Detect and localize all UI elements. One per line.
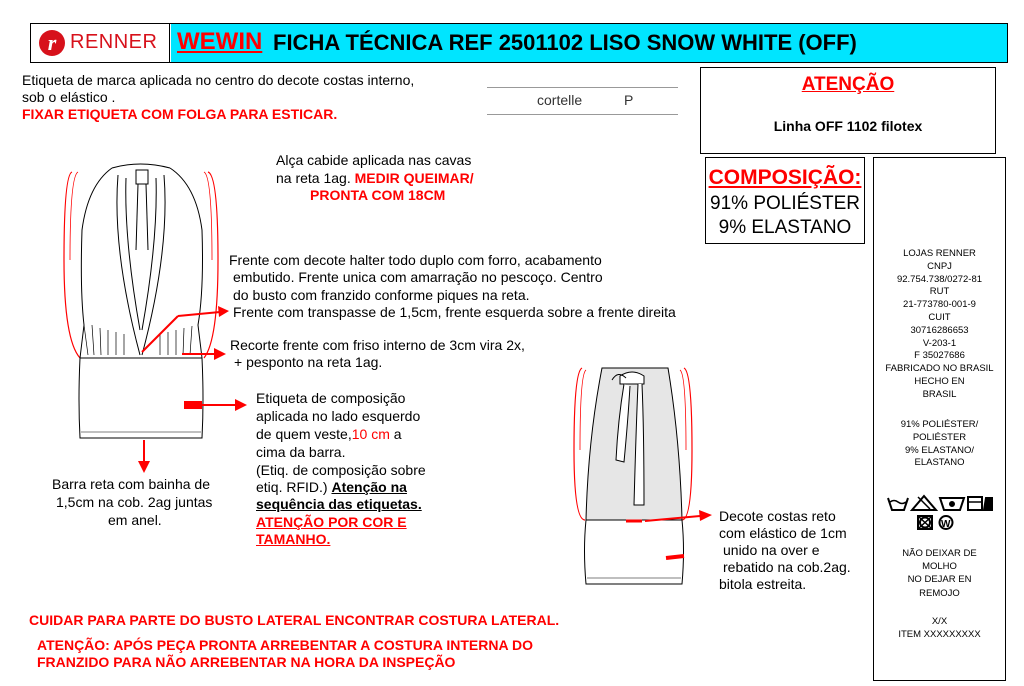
footer-line1: CUIDAR PARA PARTE DO BUSTO LATERAL ENCONTRAR COSTURA LATERAL. [29,612,560,628]
decote-costas-line1: Decote costas reto [719,508,836,524]
care-label-line-11: HECHO EN [914,376,965,387]
recorte-line1: Recorte frente com friso interno de 3cm vira 2x, [230,337,525,353]
care-label-comp-line-2: POLIÉSTER [912,431,967,443]
barra-line1: Barra reta com bainha de [52,476,210,492]
atencao-thread: Linha OFF 1102 filotex [773,118,923,134]
etiq-comp-line8: ATENÇÃO POR COR E [256,514,407,530]
care-label-warning-line-1: NÃO DEIXAR DE [902,548,977,559]
etiq-comp-line2: aplicada no lado esquerdo [256,408,421,424]
care-label-line-8: V-203-1 [922,337,957,349]
care-label-line-1: LOJAS RENNER [903,248,976,259]
page-title: FICHA TÉCNICA REF 2501102 LISO SNOW WHITE (OFF) [273,30,857,55]
etiq-comp-line5: (Etiq. de composição sobre [256,462,426,478]
brand-label-size: P [624,92,634,108]
decote-costas-line2: com elástico de 1cm [719,525,847,541]
barra-line3: em anel. [108,512,162,528]
frente-line3: do busto com franzido conforme piques na reta. [233,287,530,303]
recorte-line2: + pesponto na reta 1ag. [234,354,383,370]
care-label-line-6: CUIT [928,312,951,323]
decote-costas-line5: bitola estreita. [719,576,807,592]
frente-line1: Frente com decote halter todo duplo com forro, acabamento [229,252,602,268]
care-label-size: X/X [931,616,948,627]
label-note-line1: Etiqueta de marca aplicada no centro do decote costas interno, [22,72,415,88]
renner-logo-text: RENNER [70,31,158,53]
renner-logo-icon: r [39,30,65,56]
label-note-line2: sob o elástico . [22,89,116,105]
barra-line2: 1,5cm na cob. 2ag juntas [56,494,213,510]
care-label-line-7: 30716286653 [910,324,969,336]
alca-line3: PRONTA COM 18CM [310,187,446,203]
composicao-line1: 91% POLIÉSTER [710,193,860,214]
care-label-warning-line-3: NO DEJAR EN [907,574,972,586]
etiq-comp-line6: etiq. RFID.) Atenção na [256,479,407,495]
care-label-line-3: 92.754.738/0272-81 [896,273,983,285]
wewin-label: WEWIN [177,28,263,55]
footer-line3: FRANZIDO PARA NÃO ARREBENTAR NA HORA DA INSPEÇÃO [37,654,456,670]
care-label-item: ITEM XXXXXXXXX [898,629,981,640]
etiq-comp-line3: de quem veste,10 cm a [256,426,402,442]
care-label-line-9: F 35027686 [914,350,965,362]
care-label-line-10: FABRICADO NO BRASIL [885,363,994,375]
etiq-comp-line7: sequência das etiquetas. [256,496,422,512]
care-label-line-4: RUT [929,286,950,298]
etiq-comp-line9: TAMANHO. [256,531,331,547]
composicao-title: COMPOSIÇÃO: [708,166,862,189]
svg-text:W: W [941,519,951,530]
frente-line2: embutido. Frente unica com amarração no pescoço. Centro [233,269,603,285]
frente-line4: Frente com transpasse de 1,5cm, frente esquerda sobre a frente direita [233,304,676,320]
back-garment-drawing [574,368,692,584]
atencao-title: ATENÇÃO [801,74,895,95]
front-garment-drawing [64,164,218,438]
composicao-line2: 9% ELASTANO [718,217,852,238]
decote-costas-line3: unido na over e [723,542,820,558]
care-label-comp-line-3: 9% ELASTANO/ [905,444,974,456]
care-label-comp-line-4: ELASTANO [914,457,965,469]
etiq-comp-line1: Etiqueta de composição [256,390,406,406]
alca-line1: Alça cabide aplicada nas cavas [276,152,472,168]
care-label-warning-line-4: REMOJO [919,587,960,599]
brand-label-text: cortelle [537,92,583,108]
care-label-warning-line-2: MOLHO [922,561,957,573]
care-label-line-2: CNPJ [927,260,952,272]
care-label-comp-line-1: 91% POLIÉSTER/ [900,419,979,430]
care-label-line-5: 21-773780-001-9 [903,299,976,311]
etiq-comp-line4: cima da barra. [256,444,346,460]
decote-costas-line4: rebatido na cob.2ag. [723,559,851,575]
alca-line2: na reta 1ag. MEDIR QUEIMAR/ [276,170,474,186]
care-label-line-12: BRASIL [922,388,957,400]
footer-line2: ATENÇÃO: APÓS PEÇA PRONTA ARREBENTAR A COSTURA INTERNA DO [37,637,533,653]
label-note-warning: FIXAR ETIQUETA COM FOLGA PARA ESTICAR. [22,106,338,122]
